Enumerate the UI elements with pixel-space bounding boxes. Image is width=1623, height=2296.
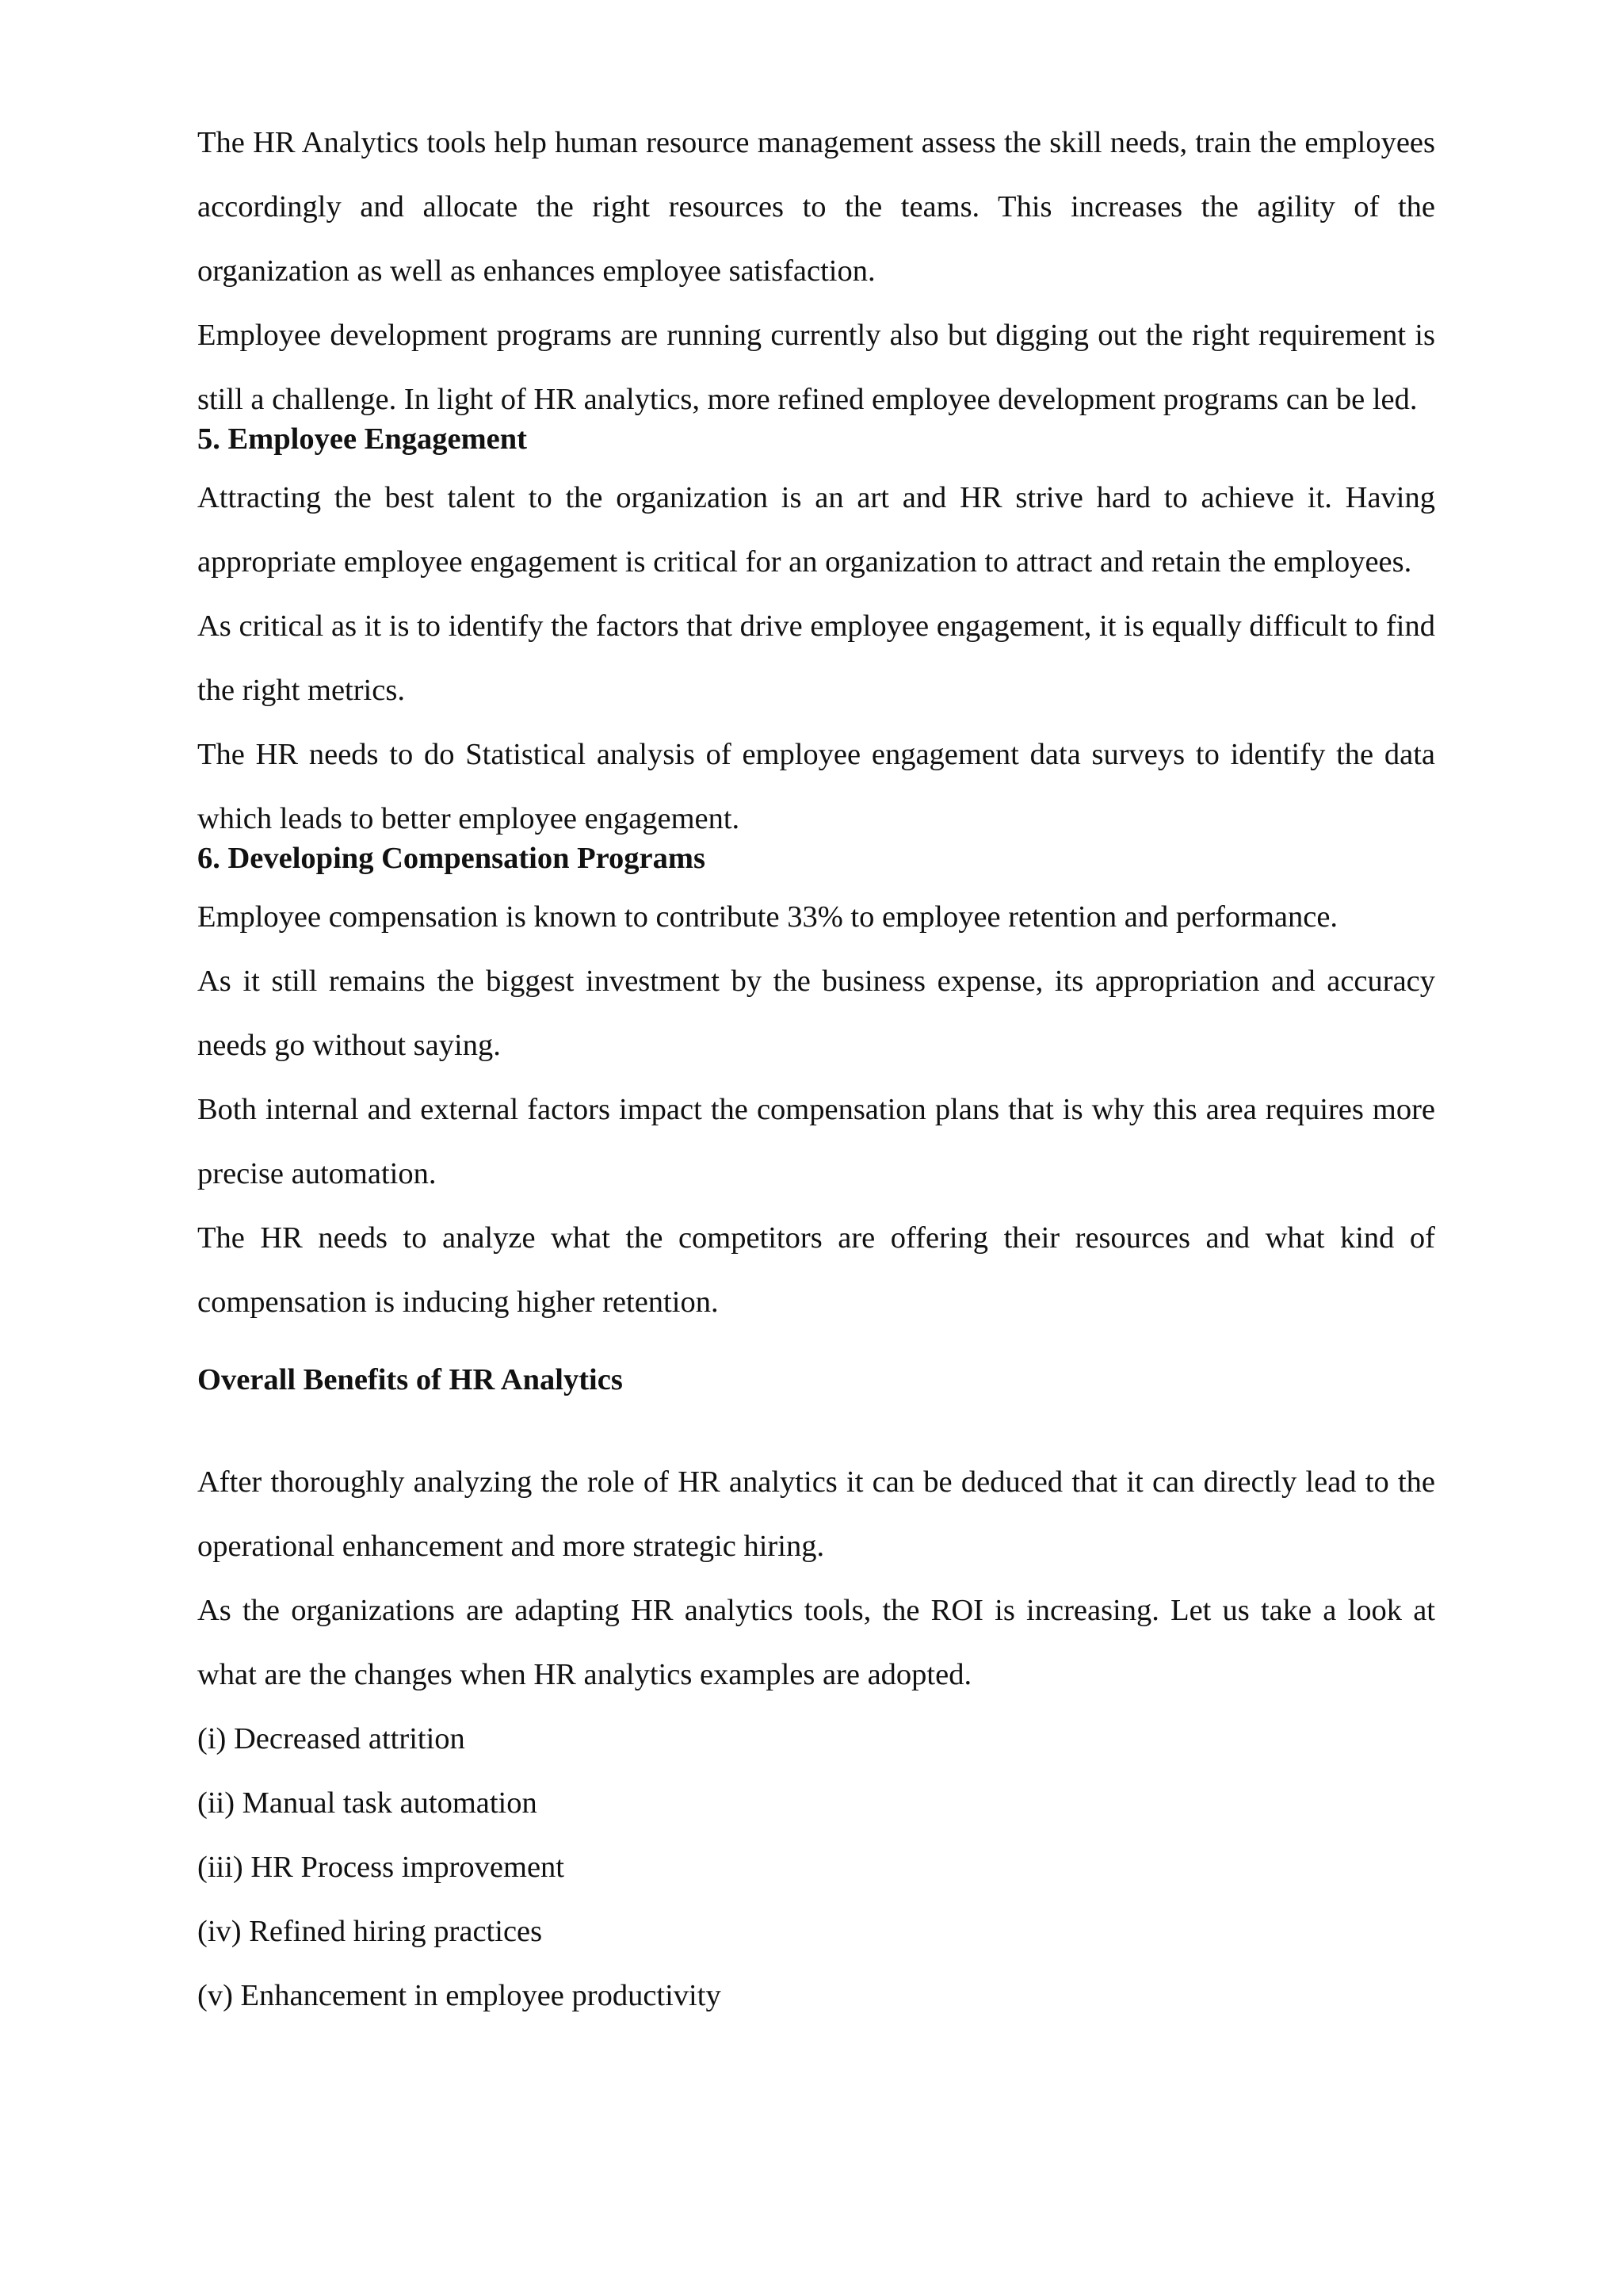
paragraph-compensation-contribution: Employee compensation is known to contribute 33% to employee retention and performance. [197,900,1338,934]
paragraph-statistical-analysis: The HR needs to do Statistical analysis of employee engagement data surveys to identify the data which leads to better employee engagement. [197,738,1435,835]
list-item: (v) Enhancement in employee productivity [197,1979,721,2012]
paragraph-hr-analytics-tools: The HR Analytics tools help human resource management assess the skill needs, train the employees accordingly and allocate the right resources to the teams. This increases the agility of the organization as well as enhances employee satisfaction. [197,126,1435,288]
paragraph-engagement-factors: As critical as it is to identify the factors that drive employee engagement, it is equally difficult to find the right metrics. [197,609,1435,707]
heading-compensation-programs: 6. Developing Compensation Programs [197,842,705,875]
paragraph-roi-increasing: As the organizations are adapting HR analytics tools, the ROI is increasing. Let us take a look at what are the changes when HR analytics examples are adopted. [197,1594,1435,1691]
list-item: (i) Decreased attrition [197,1722,465,1755]
paragraph-employee-development: Employee development programs are running currently also but digging out the right requirement is still a challenge. In light of HR analytics, more refined employee development programs can be led. [197,319,1435,416]
heading-overall-benefits: Overall Benefits of HR Analytics [197,1363,623,1396]
benefits-list [197,1707,1435,2028]
list-item: (ii) Manual task automation [197,1786,537,1820]
list-item: (iv) Refined hiring practices [197,1915,543,1948]
document-body [197,111,1435,2028]
paragraph-competitor-analysis: The HR needs to analyze what the competitors are offering their resources and what kind of compensation is inducing higher retention. [197,1221,1435,1319]
paragraph-internal-external-factors: Both internal and external factors impact the compensation plans that is why this area requires more precise automation. [197,1093,1435,1190]
heading-employee-engagement: 5. Employee Engagement [197,422,527,456]
paragraph-attracting-talent: Attracting the best talent to the organization is an art and HR strive hard to achieve it. Having appropriate employee engagement is critical for an organization to attract and retain the employees. [197,481,1435,579]
paragraph-biggest-investment: As it still remains the biggest investment by the business expense, its appropriation and accuracy needs go without saying. [197,965,1435,1062]
list-item: (iii) HR Process improvement [197,1851,564,1884]
paragraph-thorough-analysis: After thoroughly analyzing the role of HR analytics it can be deduced that it can directly lead to the operational enhancement and more strategic hiring. [197,1465,1435,1563]
